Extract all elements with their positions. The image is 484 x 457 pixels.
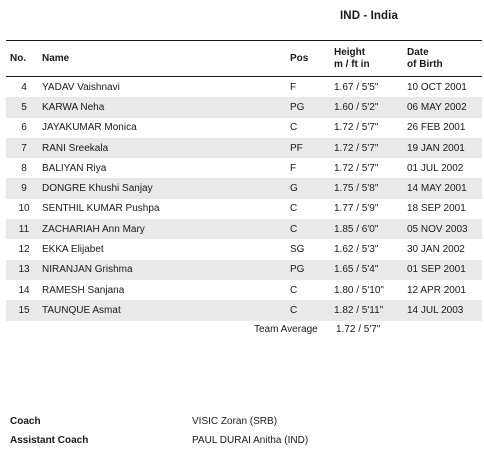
player-number: 12 <box>18 244 30 256</box>
coach-value: VISIC Zoran (SRB) <box>192 416 278 427</box>
assistant-coach-label: Assistant Coach <box>10 435 89 446</box>
header-no: No. <box>10 52 27 64</box>
player-name: YADAV Vaishnavi <box>42 81 120 93</box>
player-name: RANI Sreekala <box>42 142 109 154</box>
team-average-label: Team Average <box>254 324 318 335</box>
player-height: 1.72 / 5'7" <box>334 142 379 154</box>
player-dob: 12 APR 2001 <box>407 284 466 296</box>
table-row <box>6 260 482 280</box>
player-position: PF <box>290 142 303 154</box>
player-name: KARWA Neha <box>42 101 105 113</box>
table-row <box>6 239 482 259</box>
player-dob: 14 MAY 2001 <box>407 183 467 195</box>
player-number: 14 <box>18 284 30 296</box>
player-dob: 05 NOV 2003 <box>407 223 468 235</box>
player-position: F <box>290 81 297 93</box>
player-name: NIRANJAN Grishma <box>42 264 133 276</box>
player-name: RAMESH Sanjana <box>42 284 125 296</box>
team-title: IND - India <box>340 10 398 22</box>
roster-table <box>6 40 482 321</box>
coach-label: Coach <box>10 416 41 427</box>
player-dob: 18 SEP 2001 <box>407 203 466 215</box>
team-average-value: 1.72 / 5'7" <box>336 324 381 335</box>
player-dob: 01 JUL 2002 <box>407 162 464 174</box>
header-dob-line1: Date <box>407 46 429 58</box>
player-name: BALIYAN Riya <box>42 162 107 174</box>
player-position: C <box>290 122 298 134</box>
player-position: C <box>290 223 298 235</box>
header-dob <box>407 41 482 77</box>
table-row <box>6 199 482 219</box>
table-row <box>6 118 482 138</box>
roster-body <box>6 77 482 321</box>
player-height: 1.72 / 5'7" <box>334 122 379 134</box>
header-height-line2: m / ft in <box>334 58 370 70</box>
table-row <box>6 158 482 178</box>
table-row <box>6 138 482 158</box>
player-height: 1.62 / 5'3" <box>334 244 379 256</box>
assistant-coach-value: PAUL DURAI Anitha (IND) <box>192 435 309 446</box>
header-height-line1: Height <box>334 46 366 58</box>
player-dob: 10 OCT 2001 <box>407 81 467 93</box>
player-position: F <box>290 162 297 174</box>
player-position: PG <box>290 101 305 113</box>
player-name: EKKA Elijabet <box>42 244 104 256</box>
player-number: 7 <box>21 142 27 154</box>
player-position: C <box>290 284 298 296</box>
player-height: 1.82 / 5'11" <box>334 304 384 316</box>
roster-header <box>6 41 482 77</box>
player-name: DONGRE Khushi Sanjay <box>42 183 153 195</box>
player-height: 1.75 / 5'8" <box>334 183 379 195</box>
table-row <box>6 178 482 198</box>
player-position: G <box>290 183 298 195</box>
player-dob: 26 FEB 2001 <box>407 122 466 134</box>
header-pos: Pos <box>290 52 309 64</box>
player-name: SENTHIL KUMAR Pushpa <box>42 203 160 215</box>
player-number: 10 <box>18 203 30 215</box>
header-name: Name <box>42 52 70 64</box>
player-height: 1.67 / 5'5" <box>334 81 379 93</box>
player-position: PG <box>290 264 305 276</box>
player-name: JAYAKUMAR Monica <box>42 122 137 134</box>
table-row <box>6 219 482 239</box>
header-dob-line2: of Birth <box>407 58 443 70</box>
player-dob: 14 JUL 2003 <box>407 304 464 316</box>
player-height: 1.72 / 5'7" <box>334 162 379 174</box>
header-height <box>334 41 407 77</box>
player-dob: 06 MAY 2002 <box>407 101 467 113</box>
player-number: 5 <box>21 101 27 113</box>
player-number: 6 <box>21 122 27 134</box>
player-number: 15 <box>18 304 30 316</box>
player-number: 13 <box>18 264 30 276</box>
player-dob: 01 SEP 2001 <box>407 264 466 276</box>
player-number: 11 <box>18 223 30 235</box>
table-row <box>6 280 482 300</box>
player-number: 8 <box>21 162 27 174</box>
player-height: 1.85 / 6'0" <box>334 223 379 235</box>
table-row <box>6 97 482 117</box>
player-height: 1.80 / 5'10" <box>334 284 384 296</box>
player-height: 1.60 / 5'2" <box>334 101 379 113</box>
player-height: 1.65 / 5'4" <box>334 264 379 276</box>
player-dob: 19 JAN 2001 <box>407 142 465 154</box>
player-position: C <box>290 203 298 215</box>
table-row <box>6 300 482 320</box>
player-dob: 30 JAN 2002 <box>407 244 465 256</box>
player-position: C <box>290 304 298 316</box>
player-position: SG <box>290 244 305 256</box>
player-number: 4 <box>21 81 27 93</box>
header-row <box>6 41 482 77</box>
table-row <box>6 77 482 98</box>
player-number: 9 <box>21 183 27 195</box>
player-name: TAUNQUE Asmat <box>42 304 121 316</box>
player-name: ZACHARIAH Ann Mary <box>42 223 145 235</box>
player-height: 1.77 / 5'9" <box>334 203 379 215</box>
